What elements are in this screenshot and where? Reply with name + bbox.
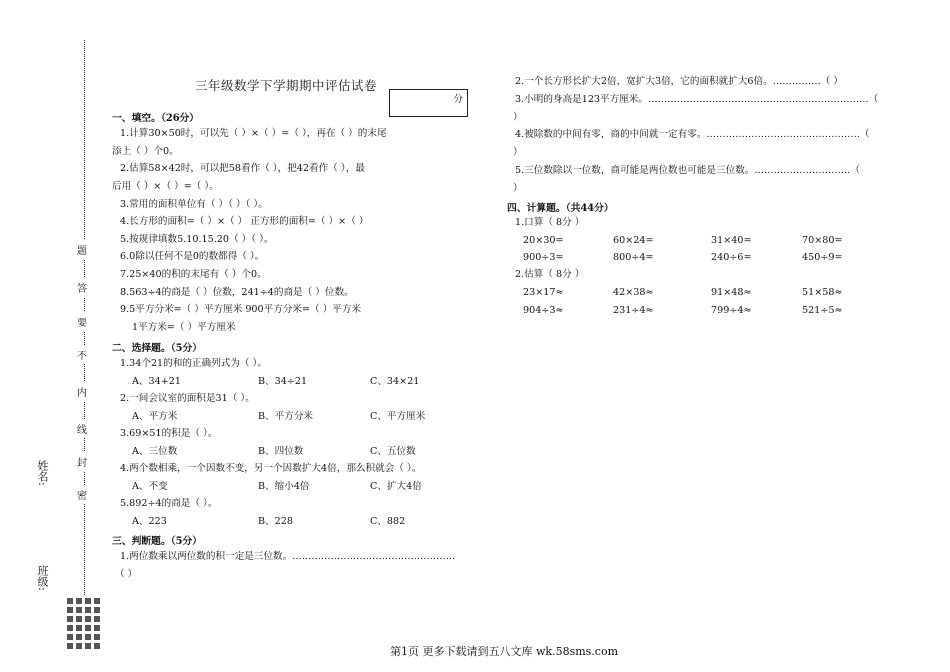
seal-char: 密 [77, 485, 87, 504]
choice-option-a: A、223 [132, 516, 167, 527]
section-fill-title: 一、填空。（26分） [112, 113, 200, 124]
choice-option-c: C、平方厘米 [370, 411, 426, 422]
choice-option-a: A、不变 [132, 481, 168, 492]
choice-option-a: A、34+21 [132, 376, 181, 387]
section-choice-title: 二、选择题。（5分） [112, 343, 203, 354]
choice-option-b: B、四位数 [258, 446, 304, 457]
seal-char: 内 [77, 382, 87, 401]
question-line: 5.按规律填数5.10.15.20（ ）（ ）。 [120, 234, 274, 245]
judge-answer-paren: ） [513, 183, 523, 194]
oral-item: 60×24= [613, 235, 654, 246]
choice-question: 1.34个21的和的正确列式为（ ）。 [120, 358, 267, 369]
oral-item: 450÷9= [802, 252, 843, 263]
estimate-item: 521÷5≈ [802, 305, 843, 316]
judge-answer-paren: （ ） [115, 569, 138, 580]
estimate-item: 42×38≈ [613, 287, 654, 298]
estimate-item: 91×48≈ [711, 287, 752, 298]
judge-question: 3.小明的身高是123平方厘米。……………………………………………………………（ [515, 94, 879, 105]
estimate-item: 799÷4≈ [711, 305, 752, 316]
choice-option-b: B、34÷21 [258, 376, 308, 387]
section-calc-title: 四、计算题。（共44分） [507, 203, 614, 214]
score-box[interactable] [389, 89, 468, 117]
page-footer: 第1页 更多下载请到五八文库 wk.58sms.com [390, 645, 618, 658]
judge-question: 5.三位数除以一位数，商可能是两位数也可能是三位数。…………………………（ [515, 165, 860, 176]
seal-char: 要 [77, 312, 87, 331]
section-judge-title: 三、判断题。（5分） [112, 536, 203, 547]
choice-option-c: C、扩大4倍 [370, 481, 422, 492]
estimate-item: 51×58≈ [802, 287, 843, 298]
choice-question: 3.69×51的积是（ ）。 [120, 428, 218, 439]
judge-answer-paren: ） [513, 147, 523, 158]
oral-item: 900÷3= [523, 252, 564, 263]
estimate-item: 23×17≈ [523, 287, 564, 298]
seal-char: 线 [77, 419, 87, 438]
question-line: 1.计算30×50时，可以先（ ）×（ ）=（ ），再在（ ）的末尾 [120, 128, 387, 139]
page-title: 三年级数学下学期期中评估试卷 [195, 78, 378, 93]
class-label: 班级: [36, 565, 49, 591]
question-line: 3.常用的面积单位有（ ）（ ）（ ）。 [120, 199, 268, 210]
score-unit: 分 [453, 94, 463, 105]
choice-option-a: A、三位数 [132, 446, 178, 457]
judge-question: 4.被除数的中间有零，商的中间就一定有零。…………………………………………（ [515, 129, 870, 140]
estimate-title: 2.估算（ 8分 ） [515, 269, 585, 280]
seal-char: 不 [77, 345, 87, 364]
choice-question: 5.892÷4的商是（ ）。 [120, 498, 218, 509]
oral-item: 31×40= [711, 235, 752, 246]
oral-item: 800÷4= [613, 252, 654, 263]
seal-char: 答 [77, 278, 87, 297]
estimate-item: 904÷3≈ [523, 305, 564, 316]
oral-item: 20×30= [523, 235, 564, 246]
seal-char: 封 [77, 452, 87, 471]
question-line: 2.估算58×42时，可以把58看作（ ），把42看作（ ），最 [120, 163, 365, 174]
question-line: 6.0除以任何不是0的数都得（ ）。 [120, 251, 265, 262]
seal-char: 题 [77, 240, 87, 259]
question-line: 1平方米=（ ）平方厘米 [132, 322, 236, 333]
choice-option-c: C、882 [370, 516, 406, 527]
choice-option-b: B、缩小4倍 [258, 481, 310, 492]
question-line: 添上（ ）个0。 [112, 146, 179, 157]
qr-code-icon [67, 598, 100, 649]
choice-option-c: C、34×21 [370, 376, 420, 387]
oral-item: 70×80= [802, 235, 843, 246]
choice-option-c: C、五位数 [370, 446, 416, 457]
question-line: 4.长方形的面积=（ ）×（ ） 正方形的面积=（ ）×（ ） [120, 216, 369, 227]
question-line: 后用（ ）×（ ）=（ ）。 [112, 181, 219, 192]
choice-question: 4.两个数相乘，一个因数不变，另一个因数扩大4倍，那么积就会（ ）。 [120, 463, 422, 474]
question-line: 7.25×40的积的末尾有（ ）个0。 [120, 269, 267, 280]
judge-question: 1.两位数乘以两位数的积一定是三位数。…………………………………………… [120, 551, 456, 562]
judge-question: 2.一个长方形长扩大2倍，宽扩大3倍，它的面积就扩大6倍。……………（ ） [515, 76, 843, 87]
choice-option-a: A、平方米 [132, 411, 178, 422]
choice-option-b: B、平方分米 [258, 411, 314, 422]
judge-answer-paren: ） [513, 112, 523, 123]
oral-calc-title: 1.口算（ 8分 ） [515, 217, 585, 228]
oral-item: 240÷6= [711, 252, 752, 263]
name-label: 姓名: [36, 460, 49, 486]
question-line: 8.563÷4的商是（ ）位数，241÷4的商是（ ）位数。 [120, 287, 354, 298]
question-line: 9.5平方分米=（ ）平方厘米 900平方分米=（ ）平方米 [120, 304, 362, 315]
choice-question: 2.一间会议室的面积是31（ ）。 [120, 393, 255, 404]
estimate-item: 231÷4≈ [613, 305, 654, 316]
choice-option-b: B、228 [258, 516, 293, 527]
